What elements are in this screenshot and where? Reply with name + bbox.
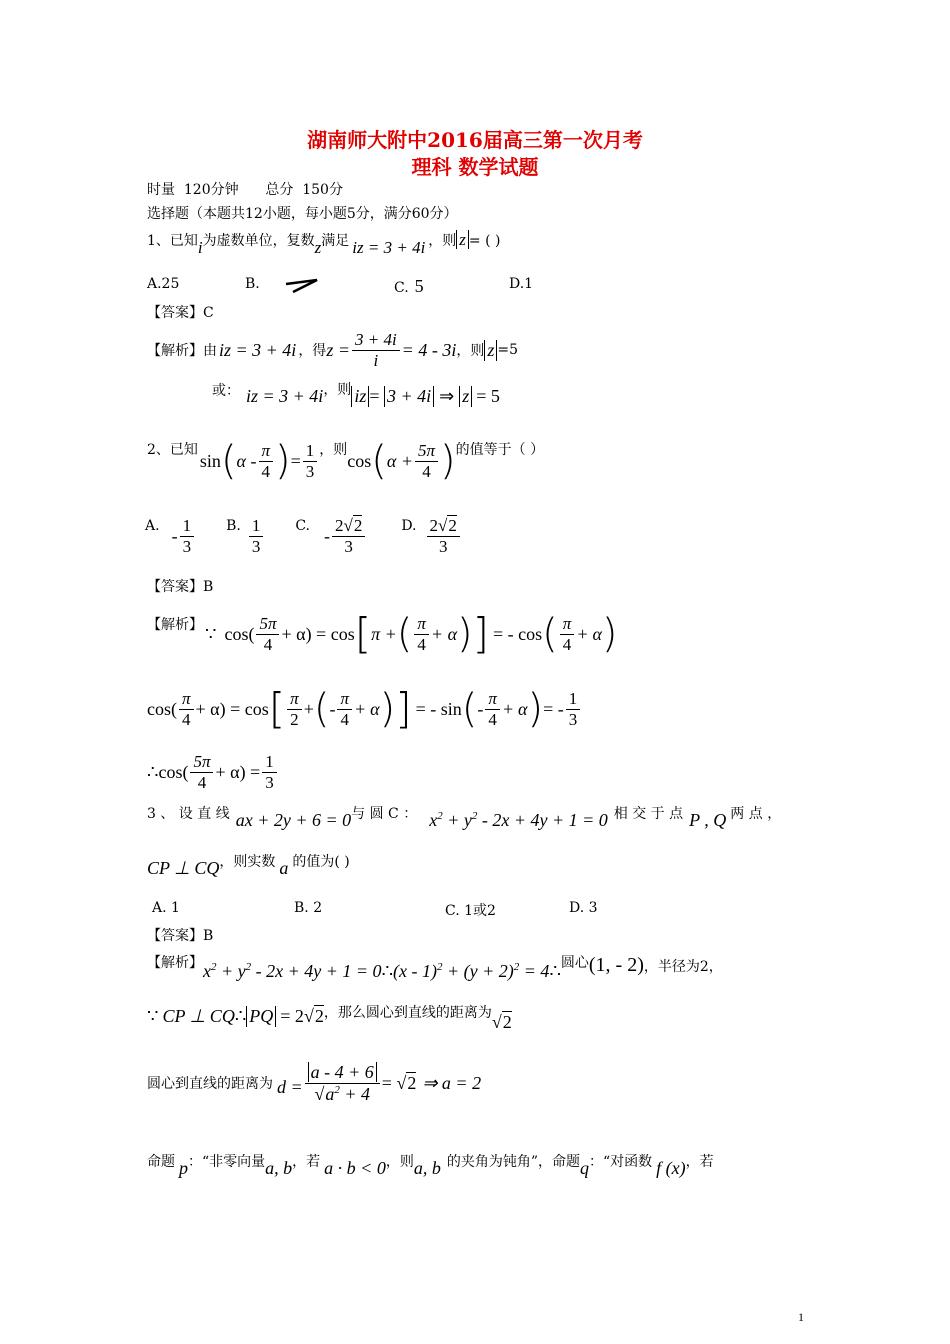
q3-perp: CP ⊥ CQ [147, 858, 220, 878]
q2-text-a: 2、已知 [147, 442, 198, 458]
q2-l2-paren-open: ( [313, 686, 330, 732]
q2-l2-c: = - sin [415, 698, 462, 719]
q3-sol-center: (1, - 2) [588, 954, 644, 976]
q2-option-b-label: B. [226, 518, 241, 534]
question-1-stem [147, 230, 501, 257]
q1-text-b: 为虚数单位，复数 [202, 233, 315, 249]
q3-option-c: C. 1或2 [445, 903, 496, 919]
q3-sol-pq: PQ [246, 1006, 276, 1027]
q2-alpha-minus: α - [236, 450, 257, 471]
q3-points: P , Q [689, 810, 727, 830]
q4-function: f (x) [656, 1158, 686, 1178]
q4-text-7: ，若 [685, 1153, 714, 1170]
q1-equation: iz = 3 + 4i [352, 238, 426, 257]
q3-d-numerator: a - 4 + 6 [308, 1062, 377, 1082]
q2-l2-paren-open-2: ( [461, 686, 478, 732]
q4-text-4: ，则 [385, 1153, 414, 1170]
q3-d-den-a: a [325, 1083, 335, 1104]
q3-sol-perp: CP ⊥ CQ [162, 1005, 235, 1026]
q2-option-d-value: $\frac{2√2}{3}$ [427, 516, 460, 556]
question-4-stem [147, 1150, 714, 1178]
q2-solution-label: 【解析】 [147, 617, 203, 633]
q2-one-third: $\frac{1}{3}$ [303, 441, 318, 481]
q2-because: ∵ [205, 623, 217, 644]
q1-alt-equals: = [369, 386, 384, 406]
q4-text-2: ：“非零向量 [188, 1153, 266, 1170]
q1-option-b-glyph [283, 276, 323, 296]
q2-l2-paren-close-2: ) [527, 686, 544, 732]
q2-l2-frac5: $\frac{1}{3}$ [566, 689, 581, 729]
q1-text-e: = ( ) [468, 233, 501, 249]
q1-option-b-label: B. [245, 276, 260, 292]
q2-sin: sin [199, 450, 221, 471]
q3-option-d: D. 3 [569, 900, 598, 916]
q3-line-eq: ax + 2y + 6 = 0 [235, 810, 352, 830]
q2-paren-open-2: ( [371, 438, 387, 484]
q2-l2-frac1: $\frac{\pi}{4}$ [179, 689, 194, 729]
q2-option-c-sign: - [323, 525, 330, 546]
q3-text-e: ，则实数 [219, 853, 276, 870]
q2-option-a-sign: - [171, 525, 178, 546]
q2-l1-e: = - cos [493, 623, 543, 644]
q2-option-c-value: $\frac{2√2}{3}$ [332, 516, 365, 556]
q2-paren-close-2: ) [440, 438, 456, 484]
q3-solution-line2: ∵ CP ⊥ CQ ∴ PQ = 2 √ 2 ，那么圆心到直线的距离为 √ 2 [147, 1005, 512, 1027]
q2-l2-minus-2: - [477, 698, 484, 719]
q1-solution-text2: ，则 [456, 343, 485, 359]
q2-l2-paren-close: ) [379, 686, 396, 732]
q1-abs-z: z [456, 230, 469, 249]
question-3-stem-line1 [147, 802, 782, 830]
q1-solution-line1 [147, 328, 518, 372]
q1-solution-eq1: iz = 3 + 4i [219, 339, 297, 360]
page-number: 1 [798, 1310, 804, 1324]
q2-l1-c: π + [371, 623, 397, 644]
q1-option-b [245, 276, 260, 292]
q3-d-conclusion: ⇒ a = 2 [422, 1072, 482, 1093]
q3-d-den-b: + 4 [339, 1083, 370, 1104]
q4-p: p [179, 1158, 188, 1178]
q2-option-a-value: $\frac{1}{3}$ [180, 516, 195, 556]
q3-text-b: 与 圆 C ： [351, 805, 418, 822]
q2-options [145, 510, 462, 562]
section-header: 选择题（本题共12小题，每小题5分，满分60分） [147, 206, 458, 222]
q3-text-d: 两 点 ， [730, 805, 782, 822]
q3-circle-eq: $x^2 + y^2 - 2x + 4y + 1 = 0$ [429, 810, 608, 830]
q2-l3-a: cos( [158, 761, 189, 782]
q4-text-1: 命题 [147, 1153, 175, 1170]
q1-alt-result: = 5 [476, 386, 500, 406]
q4-dot-product: a · b < 0 [324, 1158, 386, 1178]
q3-answer: 【答案】B [147, 928, 214, 944]
page-subtitle: 理科 数学试题 [411, 155, 539, 179]
q3-sol-eq2: $(x - 1)^2 + (y + 2)^2 = 4$ [393, 961, 550, 981]
q1-solution-result: = 4 - 3i [401, 339, 457, 360]
q3-option-b: B. 2 [294, 900, 323, 916]
q2-text-b: ，则 [319, 442, 348, 458]
q1-solution-label: 【解析】由 [147, 343, 217, 359]
q3-sol-text3: ，那么圆心到直线的距离为 [323, 1005, 492, 1021]
q1-var-i: i [197, 238, 203, 257]
page-title: 湖南师大附中2016届高三第一次月考 [307, 128, 643, 152]
q1-alt-line [246, 381, 500, 407]
q1-option-a: A.25 [147, 276, 180, 292]
q2-l1-frac1: $\frac{5\pi}{4}$ [256, 614, 279, 654]
q2-therefore: ∴ [147, 761, 159, 782]
q3-d-fraction: $\frac{a - 4 + 6}{√a^2 + 4}$ [305, 1062, 380, 1104]
q2-l3-b: + α) = [215, 761, 261, 782]
q3-text-c: 相 交 于 点 [613, 805, 684, 822]
q1-alt-abs-iz: iz [351, 386, 369, 407]
q2-l2-frac3: $\frac{\pi}{4}$ [337, 689, 352, 729]
q3-text-f: 的值为( ) [292, 853, 350, 870]
q2-option-d-radicand: 2 [448, 515, 457, 535]
q4-text-6: ：“对函数 [589, 1153, 653, 1170]
q3-var-a: a [279, 858, 289, 878]
q2-paren-open: ( [220, 438, 237, 484]
q3-sol-center-label: 圆心 [560, 954, 589, 971]
q2-text-c: 的值等于（ ） [455, 442, 545, 458]
q2-l2-frac2: $\frac{\pi}{2}$ [287, 689, 302, 729]
q1-alt-eq: iz = 3 + 4i [246, 386, 324, 406]
q2-l1-paren-close-2: ) [601, 611, 618, 657]
q1-solution-fraction: $\frac{3 + 4i}{i}$ [352, 330, 400, 370]
q1-solution-text1: ，得 [298, 343, 327, 359]
q2-paren-close: ) [275, 438, 291, 484]
q4-vectors: a, b [265, 1158, 293, 1178]
q3-solution-label: 【解析】 [147, 954, 203, 971]
q3-sol-sqrt2-b: 2 [502, 1012, 512, 1032]
q2-l1-paren-open-2: ( [542, 611, 558, 657]
q2-l1-frac2: $\frac{\pi}{4}$ [414, 614, 429, 654]
q2-l2-d: = - [543, 698, 564, 719]
q3-sol-radius: ，半径为2， [643, 958, 723, 975]
q3-sol-sqrt2: 2 [314, 1006, 324, 1026]
q3-d-result: = [381, 1072, 397, 1093]
q2-l1-paren-open: ( [396, 611, 413, 657]
q2-l2-a: cos( [147, 698, 177, 719]
q2-alpha-plus: α + [386, 450, 414, 471]
q3-option-a: A. 1 [152, 900, 180, 916]
q2-5pi-over-4: $\frac{5\pi}{4}$ [415, 441, 438, 481]
q1-option-c [394, 276, 424, 297]
q4-vectors-2: a, b [413, 1158, 441, 1178]
q2-l2-plus-2: + [353, 698, 367, 719]
exam-time-info: 时量 120分钟 总分 150分 [147, 182, 343, 198]
q2-option-d-coef: 2 [429, 515, 439, 535]
q3-solution-line1 [147, 954, 723, 981]
q3-sol-therefore-3: ∴ [234, 1005, 247, 1026]
q2-l3-frac1: $\frac{5\pi}{4}$ [190, 752, 213, 792]
q2-answer: 【答案】B [147, 579, 214, 595]
q1-solution-text3: =5 [497, 342, 518, 358]
q3-sol-therefore: ∴ [381, 961, 394, 981]
q1-var-z: z [314, 238, 322, 257]
q1-text-d: ，则 [428, 233, 457, 249]
q1-solution-z: z = [326, 339, 350, 360]
q2-l1-a: cos( [224, 623, 255, 644]
q2-cos: cos [347, 450, 372, 471]
q2-l1-paren-close: ) [457, 611, 473, 657]
q4-q: q [580, 1158, 589, 1178]
q1-option-c-label: C. [394, 280, 409, 296]
q2-solution-line1: 【解析】 ∵ cos( $\frac{5\pi}{4}$ + α) = cos [ π + ( $\frac{\pi}{4}$ + α ) ] = - cos ( $\frac{\pi}{4}$ + α ) [147, 609, 618, 658]
q2-l1-bracket-open: [ [354, 609, 372, 658]
q3-solution-line3: 圆心到直线的距离为 d = $\frac{a - 4 + 6}{√a^2 + 4}$ = √ 2 ⇒ a = 2 [147, 1061, 482, 1104]
q2-l1-plus: + [576, 623, 589, 644]
q1-option-c-value: 5 [414, 276, 424, 296]
q1-alt-label: 或： [212, 383, 240, 399]
q2-l1-b: + α) = cos [281, 623, 355, 644]
q2-l2-minus: - [329, 698, 336, 719]
q2-l2-plus-3: + [501, 698, 515, 719]
q2-pi-over-4: $\frac{\pi}{4}$ [259, 441, 274, 481]
q2-equals: = [290, 450, 301, 471]
q2-l1-bracket-close: ] [472, 609, 490, 658]
q3-sol-eq1: $x^2 + y^2 - 2x + 4y + 1 = 0$ [203, 961, 382, 981]
q1-alt-implies: ⇒ [439, 386, 455, 406]
q3-d-sqrt2: 2 [407, 1073, 417, 1093]
q1-alt-abs-sum: 3 + 4i [384, 386, 434, 407]
q3-d-eq: d = [277, 1076, 303, 1097]
q2-option-a-label: A. [145, 518, 160, 534]
q1-alt-abs-z: z [459, 386, 472, 407]
q4-text-5: 的夹角为钝角”，命题 [446, 1153, 580, 1170]
q2-l2-frac4: $\frac{\pi}{4}$ [485, 689, 500, 729]
q1-alt-text: ，则 [323, 381, 352, 398]
q3-dist-label: 圆心到直线的距离为 [147, 1076, 273, 1092]
q2-solution-line2: cos( $\frac{\pi}{4}$ + α) = cos [ $\frac{\pi}{2}$ + ( - $\frac{\pi}{4}$ + α ) ] = - sin ( - $\frac{\pi}{4}$ + α ) = - $\frac{1}{3}$ [147, 683, 582, 735]
question-3-stem-line2 [147, 850, 350, 878]
q1-text-c: 满足 [321, 233, 350, 249]
q4-text-3: ，若 [292, 1153, 321, 1170]
q2-l2-b: + α) = cos [195, 698, 269, 719]
q2-l2-bracket-close: ] [395, 684, 412, 733]
q3-sol-therefore-2: ∴ [549, 961, 561, 981]
q1-option-d: D.1 [509, 276, 534, 292]
q2-option-c-coef: 2 [334, 515, 344, 535]
q1-solution-abs-z: z [484, 340, 497, 361]
question-2-stem [147, 435, 544, 487]
q3-sol-pq-value: = 2 [280, 1005, 304, 1026]
q2-option-c-label: C. [295, 518, 310, 534]
q2-l1-d: + α [430, 623, 458, 644]
q1-answer: 【答案】C [147, 305, 214, 321]
q2-l2-plus: + [303, 698, 314, 719]
q1-text-a: 1、已知 [147, 233, 198, 249]
q2-l3-frac2: $\frac{1}{3}$ [262, 752, 277, 792]
q3-text-a: 3 、 设 直 线 [147, 805, 230, 822]
q2-option-b-value: $\frac{1}{3}$ [249, 516, 264, 556]
q2-solution-line3 [147, 746, 279, 798]
q2-option-c-radicand: 2 [353, 515, 363, 535]
q2-option-d-label: D. [401, 518, 417, 534]
q3-because: ∵ [147, 1005, 159, 1026]
q2-l1-frac3: $\frac{\pi}{4}$ [560, 614, 575, 654]
q2-l2-bracket-open: [ [268, 684, 286, 733]
